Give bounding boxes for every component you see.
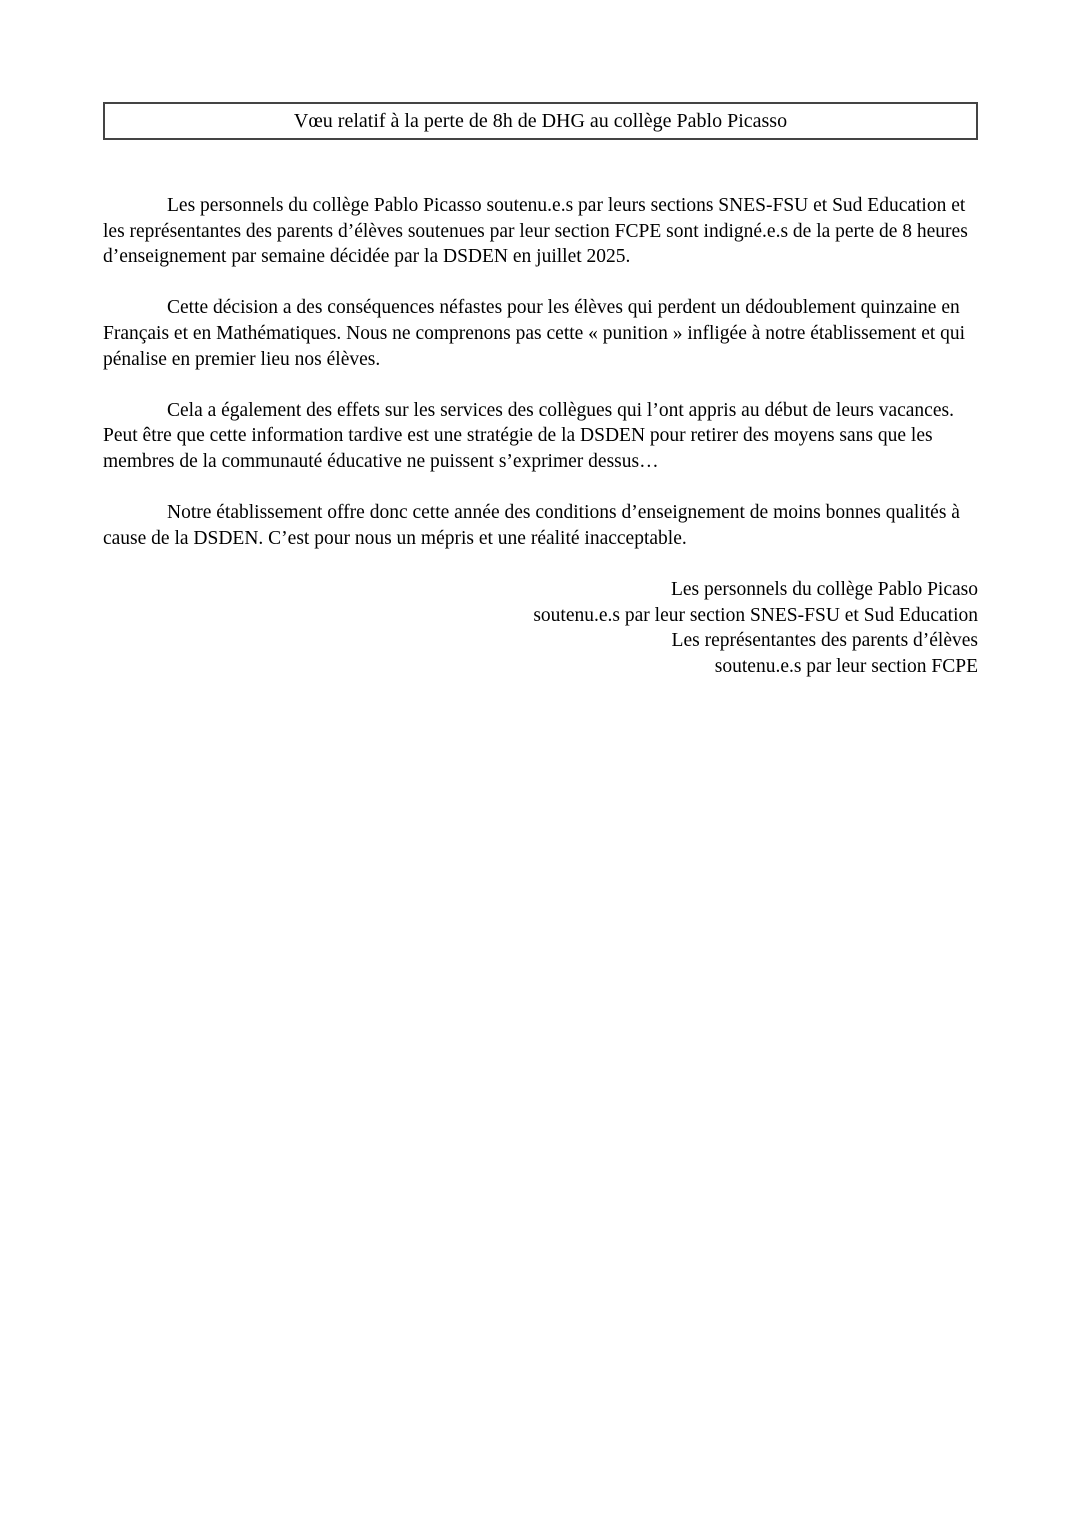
document-title-box [103, 102, 978, 140]
paragraph-consequences-eleves: Cette décision a des conséquences néfastes pour les élèves qui perdent un dédoublement quinzaine en Français et en Mathématiques. Nous ne comprenons pas cette « punition » infligée à notre établissement et qui pénalise en premier lieu nos élèves. [103, 297, 966, 370]
signature-line: soutenu.e.s par leur section FCPE [714, 655, 978, 677]
signature-line: soutenu.e.s par leur section SNES-FSU et Sud Education [533, 604, 978, 626]
signature-line: Les représentantes des parents d’élèves [671, 630, 978, 652]
document-body [103, 193, 978, 551]
document-title: Vœu relatif à la perte de 8h de DHG au collège Pablo Picasso [293, 110, 788, 132]
signature-block [103, 577, 978, 679]
paragraph-conclusion: Notre établissement offre donc cette année des conditions d’enseignement de moins bonnes qualités à cause de la DSDEN. C’est pour nous un mépris et une réalité inacceptable. [103, 502, 960, 549]
paragraph-intro: Les personnels du collège Pablo Picasso soutenu.e.s par leurs sections SNES-FSU et Sud Education et les représentantes des parents d’élèves soutenues par leur section FCPE sont indigné.e.s de la perte de 8 heures d’enseignement par semaine décidée par la DSDEN en juillet 2025. [103, 195, 968, 268]
signature-line: Les personnels du collège Pablo Picaso [670, 578, 978, 600]
paragraph-effets-services: Cela a également des effets sur les services des collègues qui l’ont appris au début de leurs vacances. Peut être que cette information tardive est une stratégie de la DSDEN pour retirer des moyens sans que les membres de la communauté éducative ne puissent s’exprimer dessus… [103, 399, 954, 472]
